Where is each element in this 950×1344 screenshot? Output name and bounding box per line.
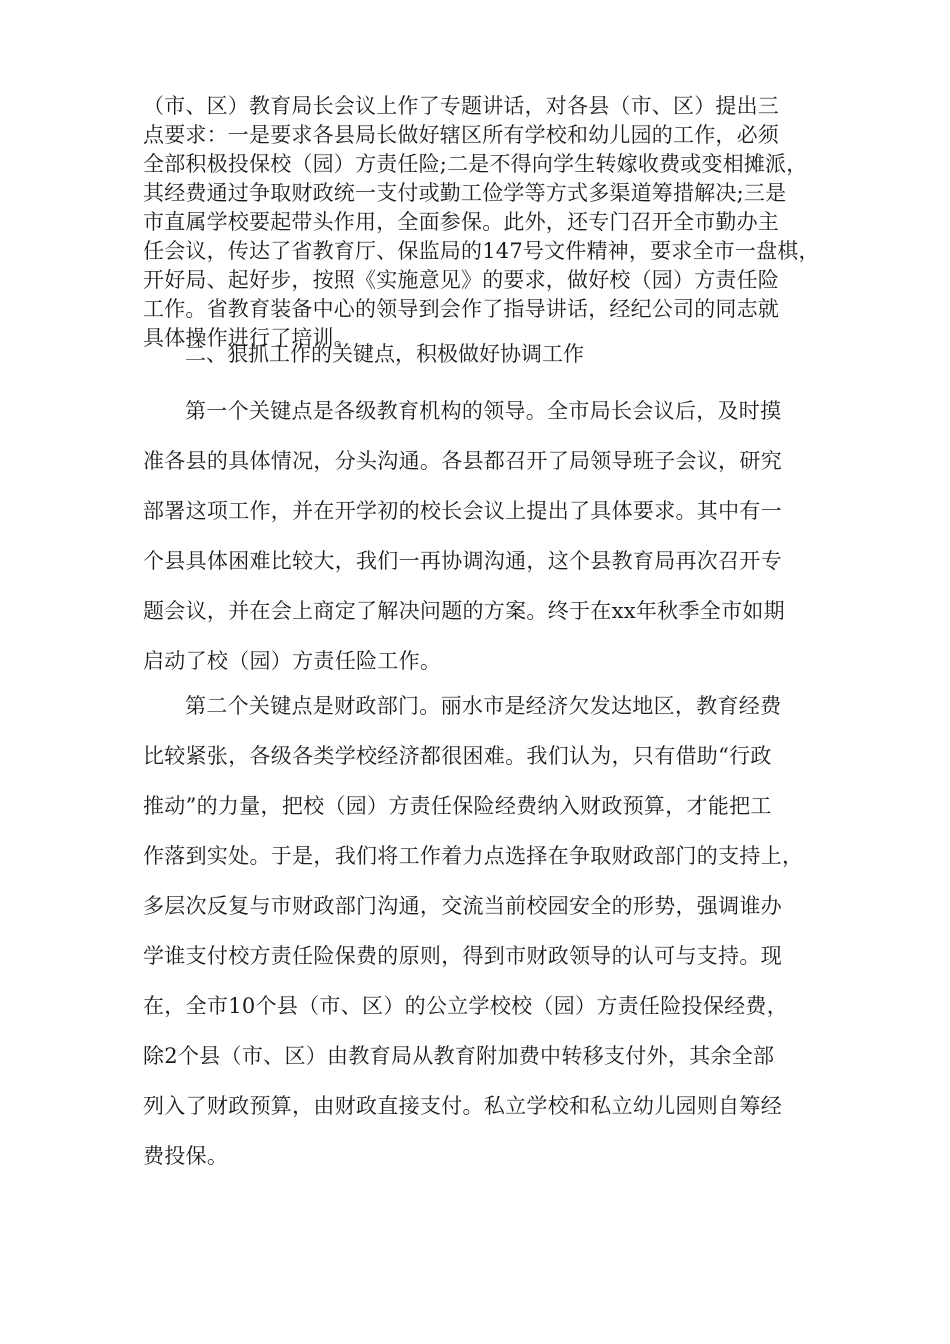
text-line: 全部积极投保校（园）方责任险;二是不得向学生转嫁收费或变相摊派， [143,152,808,176]
text-line: 多层次反复与市财政部门沟通，交流当前校园安全的形势，强调谁办 [143,894,782,918]
text-line: 工作。省教育装备中心的领导到会作了指导讲话，经纪公司的同志就 [143,297,779,321]
text-line: 列入了财政预算，由财政直接支付。私立学校和私立幼儿园则自筹经 [143,1094,782,1118]
text-line: 开好局、起好步，按照《实施意见》的要求，做好校（园）方责任险 [143,268,779,292]
section-heading [143,340,823,369]
text-line: 市直属学校要起带头作用，全面参保。此外，还专门召开全市勤办主 [143,210,779,234]
text-line: 比较紧张，各级各类学校经济都很困难。我们认为，只有借助“行政 [143,744,772,768]
text-line: 费投保。 [143,1144,229,1168]
text-line: 具体操作进行了培训。 [143,326,355,350]
text-line: 题会议，并在会上商定了解决问题的方案。终于在xx年秋季全市如期 [143,599,785,623]
text-line: 第二个关键点是财政部门。丽水市是经济欠发达地区，教育经费 [185,694,782,718]
text-line: 启动了校（园）方责任险工作。 [143,649,442,673]
paragraph-second-key-point [143,681,823,1181]
text-line: 除2个县（市、区）由教育局从教育附加费中转移支付外，其余全部 [143,1044,775,1068]
section-heading-text: 二、狠抓工作的关键点，积极做好协调工作 [185,342,584,366]
text-line: （市、区）教育局长会议上作了专题讲话，对各县（市、区）提出三 [143,94,779,118]
text-line: 任会议，传达了省教育厅、保监局的147号文件精神，要求全市一盘棋， [143,239,820,263]
intro-paragraph [143,92,823,353]
paragraph-first-key-point [143,386,823,686]
text-line: 推动”的力量，把校（园）方责任保险经费纳入财政预算，才能把工 [143,794,772,818]
text-line: 其经费通过争取财政统一支付或勤工俭学等方式多渠道筹措解决;三是 [143,181,787,205]
text-line: 点要求：一是要求各县局长做好辖区所有学校和幼儿园的工作，必须 [143,123,779,147]
text-line: 部署这项工作，并在开学初的校长会议上提出了具体要求。其中有一 [143,499,782,523]
text-line: 在，全市10个县（市、区）的公立学校校（园）方责任险投保经费， [143,994,789,1018]
text-line: 个县具体困难比较大，我们一再协调沟通，这个县教育局再次召开专 [143,549,782,573]
text-line: 准各县的具体情况，分头沟通。各县都召开了局领导班子会议，研究 [143,449,782,473]
text-line: 作落到实处。于是，我们将工作着力点选择在争取财政部门的支持上， [143,844,804,868]
text-line: 第一个关键点是各级教育机构的领导。全市局长会议后，及时摸 [185,399,782,423]
text-line: 学谁支付校方责任险保费的原则，得到市财政领导的认可与支持。现 [143,944,782,968]
